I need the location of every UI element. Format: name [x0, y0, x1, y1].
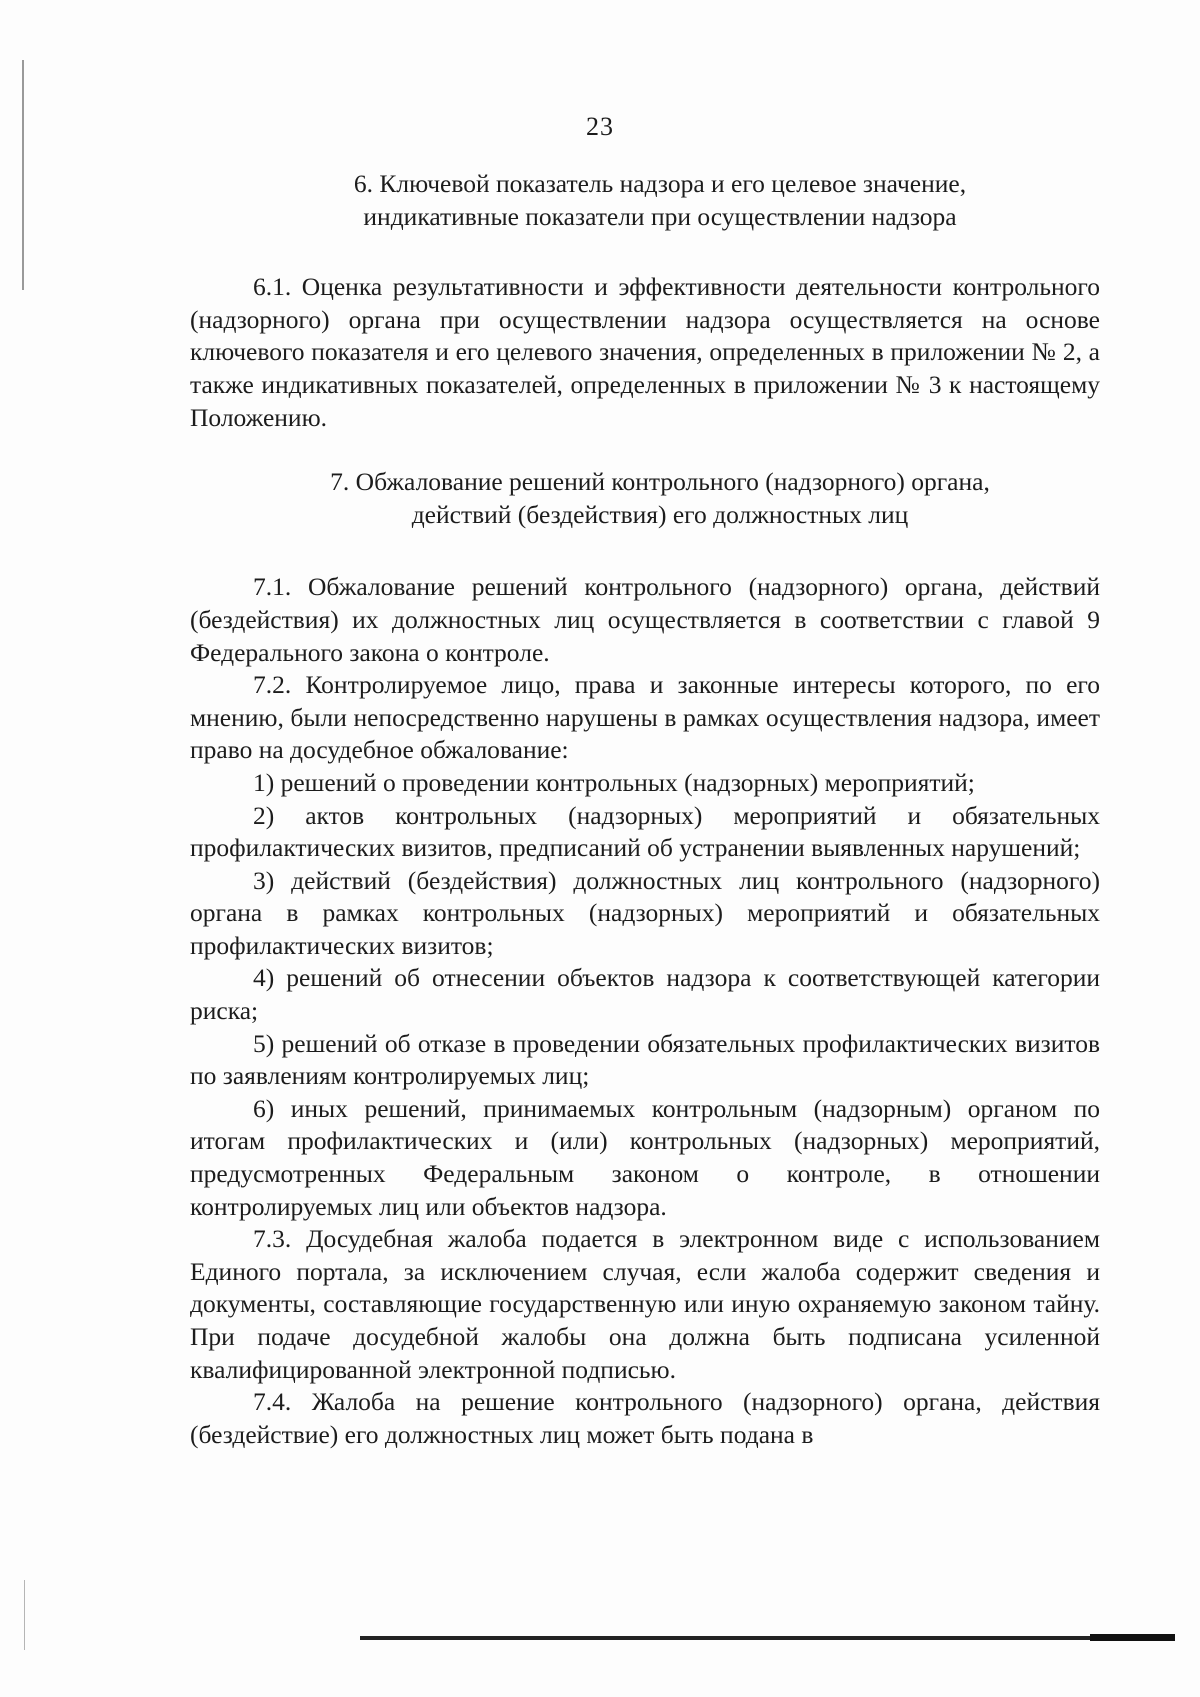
heading-line: 6. Ключевой показатель надзора и его целевое значение, [353, 169, 967, 198]
paragraph-6-1: 6.1. Оценка результативности и эффективности деятельности контрольного (надзорного) органа при осуществлении надзора осуществляется на основе ключевого показателя и его целевого значения, определенных в приложении № 2, а также индикативных показателей, определенных в приложении № 3 к настоящему Положению. [190, 272, 1100, 432]
section-6-heading [190, 168, 1100, 233]
heading-line: индикативные показатели при осуществлении надзора [363, 201, 957, 231]
paragraph-7-4: 7.4. Жалоба на решение контрольного (надзорного) органа, действия (бездействие) его должностных лиц может быть подана в [190, 1387, 1100, 1449]
bottom-rule-end [1090, 1634, 1175, 1641]
page-number: 23 [586, 112, 614, 141]
paragraph-7-2: 7.2. Контролируемое лицо, права и законные интересы которого, по его мнению, были непосредственно нарушены в рамках осуществления надзора, имеет право на досудебное обжалование: [190, 670, 1100, 765]
scan-edge-mark [22, 60, 24, 290]
appeal-items-list [190, 767, 1100, 1223]
paragraph-7-3: 7.3. Досудебная жалоба подается в электронном виде с использованием Единого портала, за исключением случая, если жалоба содержит сведения и документы, составляющие государственную или иную охраняемую законом тайну. При подаче досудебной жалобы она должна быть подписана усиленной квалифицированной электронной подписью. [190, 1224, 1100, 1384]
list-item: 4) решений об отнесении объектов надзора к соответствующей категории риска; [190, 963, 1100, 1026]
heading-line: действий (бездействия) его должностных лиц [411, 499, 909, 529]
paragraph-7-1: 7.1. Обжалование решений контрольного (надзорного) органа, действий (бездействия) их должностных лиц осуществляется в соответствии с главой 9 Федерального закона о контроле. [190, 572, 1100, 667]
bottom-rule [360, 1636, 1175, 1640]
list-item: 3) действий (бездействия) должностных лиц контрольного (надзорного) органа в рамках контрольных (надзорных) мероприятий и обязательных профилактических визитов; [190, 865, 1100, 960]
heading-line: 7. Обжалование решений контрольного (надзорного) органа, [330, 467, 990, 497]
list-item: 1) решений о проведении контрольных (надзорных) мероприятий; [253, 767, 975, 797]
list-item: 2) актов контрольных (надзорных) мероприятий и обязательных профилактических визитов, предписаний об устранении выявленных нарушений; [190, 800, 1100, 863]
list-item: 5) решений об отказе в проведении обязательных профилактических визитов по заявлениям контролируемых лиц; [190, 1028, 1100, 1091]
list-item: 6) иных решений, принимаемых контрольным (надзорным) органом по итогам профилактических и (или) контрольных (надзорных) мероприятий, предусмотренных Федеральным законом о контроле, в отношении контролируемых лиц или объектов надзора. [190, 1093, 1100, 1221]
scan-edge-mark [24, 1580, 25, 1650]
section-7-heading [190, 466, 1100, 531]
document-body [190, 168, 1100, 1451]
